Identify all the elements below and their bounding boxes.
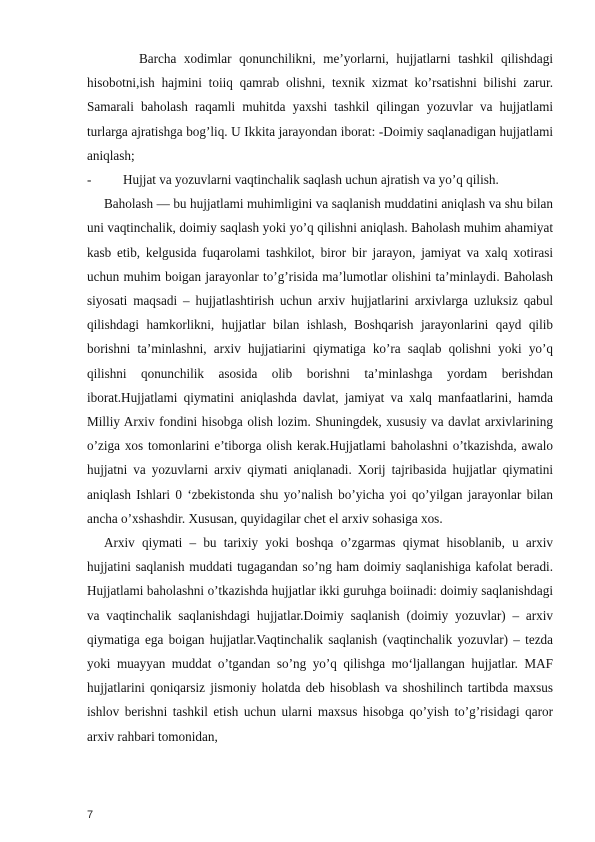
paragraph-baholash: Baholash — bu hujjatlami muhimligini va saqlanish muddatini aniqlash va shu bilan uni vaqtinchalik, doimiy saqlash yoki yo’q qilishni aniqlash. Baholash muhim ahamiyat kasb etib, kelgusida fuqarolami tashkilot, biror bir jarayon, jamiyat va xalq xotirasi uchun muhim boigan jarayonlar to’g’risida ma’lumotlar olishini ta’minlaydi. Baholash siyosati maqsadi – hujjatlashtirish uchun arxiv hujjatlarini arxivlarga uzluksiz qabul qilishdagi hamkorlikni, hujjatlar bilan ishlash, Boshqarish jarayonlarini qayd qilib borishni ta’minlashni, arxiv hujjatiarini qiymatiga ko’ra saqlab qolishni yoki yo’q qilishni qonunchilik asosida olib borishni ta’minlashga yordam berishdan iborat.Hujjatlami qiymatini aniqlashda davlat, jamiyat va xalq manfaatlarini, hamda Milliy Arxiv fondini hisobga olish lozim. Shuningdek, xususiy va davlat arxivlarining o’ziga xos tomonlarini e’tiborga olish kerak.Hujjatlami baholashni o’tkazishda, awalo hujjatni va yozuvlarni arxiv qiymati aniqlanadi. Xorij tajribasida hujjatlar qiymatini aniqlash Ishlari 0 ‘zbekistonda shu yo’nalish bo’yicha yoi qo’yilgan jarayonlar bilan ancha o’xshashdir. Xususan, quyidagilar chet el arxiv sohasiga xos. [87, 196, 553, 526]
page-number: 7 [87, 809, 94, 821]
paragraph-arxiv-qiymati: Arxiv qiymati – bu tarixiy yoki boshqa o’zgarmas qiymat hisoblanib, u arxiv hujjatini saqlanish muddati tugagandan so’ng ham doimiy saqlanishiga kafolat beradi. Hujjatlami baholashni o’tkazishda hujjatlar ikki guruhga boiinadi: doimiy saqlanishdagi va vaqtinchalik saqlanishdagi hujjatlar.Doimiy saqlanish (doimiy yozuvlar) – arxiv qiymatiga ega boigan hujjatlar.Vaqtinchalik saqlanish (vaqtinchalik yozuvlar) – tezda yoki muayyan muddat o’tgandan so’ng yo’q qilishga mo‘ljallangan hujjatlar. MAF hujjatlarini qoniqarsiz jismoniy holatda deb hisoblash va shoshilinch tartibda maxsus ishlov berishni tashkil etish uchun ularni maxsus hisobga qo’yish to’g’risidagi qaror arxiv rahbari tomonidan, [87, 535, 553, 744]
list-item-text: Hujjat va yozuvlarni vaqtinchalik saqlash uchun ajratish va yo’q qilish. [123, 172, 499, 188]
list-item [87, 168, 553, 192]
body-text [87, 47, 553, 749]
paragraph-intro: Barcha xodimlar qonunchilikni, me’yorlarni, hujjatlarni tashkil qilishdagi hisobotni,ish hajmini toiiq qamrab olishni, texnik xizmat ko’rsatishni bilishi zarur. Samarali baholash raqamli muhitda yaxshi tashkil qilingan yozuvlar va hujjatlami turlarga ajratishga bog’liq. U Ikkita jarayondan iborat: -Doimiy saqlanadigan hujjatlami aniqlash; [87, 51, 553, 163]
list-dash: - [87, 172, 92, 188]
